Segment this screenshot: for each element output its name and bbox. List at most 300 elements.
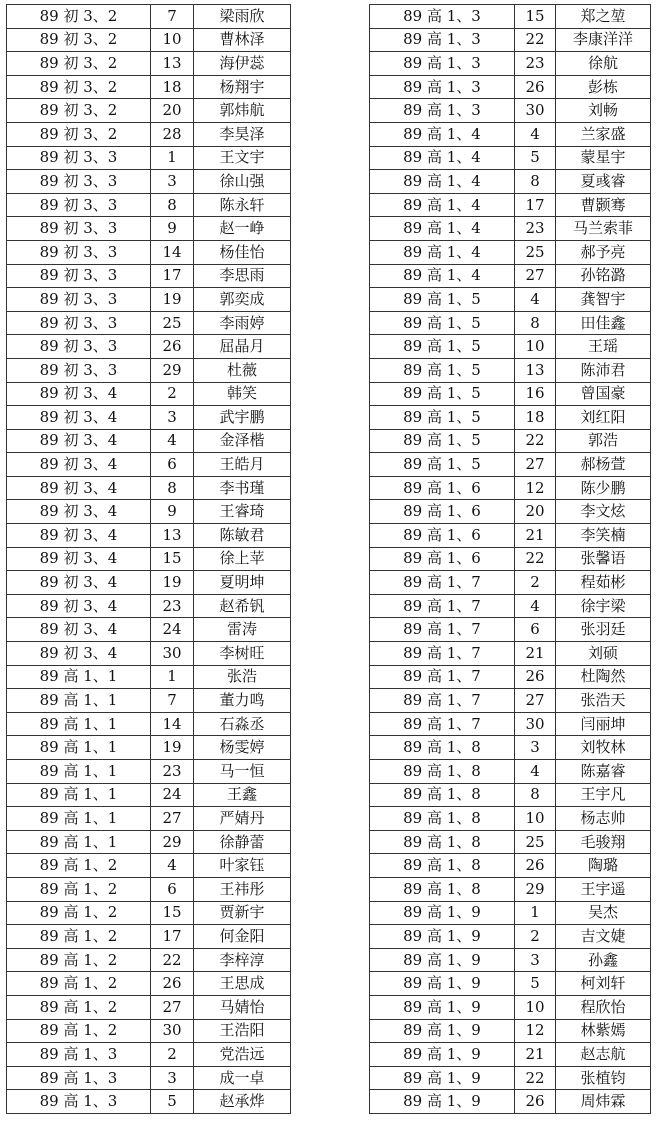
student-name-cell: 闫丽坤 [556,712,651,736]
student-number-cell: 23 [515,217,556,241]
student-name-cell: 李昊泽 [194,122,291,146]
student-number-cell: 12 [515,476,556,500]
student-number-cell: 15 [151,901,194,925]
student-number-cell: 25 [515,240,556,264]
student-name-cell: 郭奕成 [194,288,291,312]
class-cell: 89 初 3、4 [7,429,151,453]
class-cell: 89 高 1、4 [370,193,515,217]
student-number-cell: 18 [515,406,556,430]
student-name-cell: 张浩天 [556,689,651,713]
student-number-cell: 29 [151,358,194,382]
student-number-cell: 8 [151,193,194,217]
table-row [370,925,651,949]
student-number-cell: 8 [515,311,556,335]
student-name-cell: 李思雨 [194,264,291,288]
table-row [370,736,651,760]
table-row [7,75,291,99]
student-number-cell: 25 [151,311,194,335]
table-row [7,524,291,548]
class-cell: 89 高 1、9 [370,948,515,972]
student-name-cell: 王浩阳 [194,1019,291,1043]
student-name-cell: 成一卓 [194,1066,291,1090]
class-cell: 89 初 3、4 [7,476,151,500]
table-row [370,712,651,736]
student-name-cell: 王宇凡 [556,783,651,807]
student-number-cell: 4 [151,854,194,878]
student-name-cell: 夏彧睿 [556,170,651,194]
table-row [7,217,291,241]
student-number-cell: 27 [151,995,194,1019]
class-cell: 89 高 1、2 [7,1019,151,1043]
table-row [370,807,651,831]
student-name-cell: 王祎彤 [194,877,291,901]
table-row [370,75,651,99]
class-cell: 89 高 1、9 [370,1090,515,1114]
table-row [7,689,291,713]
table-row [370,217,651,241]
class-cell: 89 高 1、8 [370,783,515,807]
table-row [370,1019,651,1043]
table-row [370,28,651,52]
student-number-cell: 20 [515,500,556,524]
student-name-cell: 杨志帅 [556,807,651,831]
class-cell: 89 高 1、8 [370,807,515,831]
student-number-cell: 29 [151,830,194,854]
class-cell: 89 初 3、4 [7,547,151,571]
student-name-cell: 李树旺 [194,642,291,666]
table-row [370,524,651,548]
table-row [370,453,651,477]
student-name-cell: 郭浩 [556,429,651,453]
class-cell: 89 高 1、3 [7,1043,151,1067]
student-name-cell: 赵一峥 [194,217,291,241]
student-number-cell: 30 [515,712,556,736]
student-number-cell: 22 [515,547,556,571]
student-number-cell: 15 [515,5,556,29]
table-row [7,972,291,996]
table-row [7,571,291,595]
table-row [7,736,291,760]
table-row [370,571,651,595]
student-name-cell: 贾新宇 [194,901,291,925]
table-row [7,406,291,430]
student-name-cell: 徐宇梁 [556,594,651,618]
student-name-cell: 刘畅 [556,99,651,123]
table-row [7,948,291,972]
table-row [7,665,291,689]
student-number-cell: 26 [515,665,556,689]
student-name-cell: 海伊蕊 [194,52,291,76]
class-cell: 89 高 1、4 [370,170,515,194]
class-cell: 89 高 1、8 [370,760,515,784]
table-row [370,146,651,170]
class-cell: 89 高 1、5 [370,358,515,382]
class-cell: 89 高 1、1 [7,783,151,807]
student-name-cell: 田佳鑫 [556,311,651,335]
class-cell: 89 高 1、1 [7,736,151,760]
class-cell: 89 初 3、2 [7,75,151,99]
table-row [7,783,291,807]
student-number-cell: 16 [515,382,556,406]
student-number-cell: 5 [151,1090,194,1114]
table-row [7,642,291,666]
table-row [7,335,291,359]
student-number-cell: 27 [515,264,556,288]
student-number-cell: 3 [515,948,556,972]
student-name-cell: 孙鑫 [556,948,651,972]
table-row [7,358,291,382]
student-number-cell: 8 [515,783,556,807]
class-cell: 89 初 3、4 [7,642,151,666]
student-number-cell: 3 [515,736,556,760]
class-cell: 89 初 3、3 [7,170,151,194]
student-number-cell: 5 [515,972,556,996]
class-cell: 89 高 1、1 [7,760,151,784]
class-cell: 89 高 1、2 [7,948,151,972]
class-cell: 89 高 1、6 [370,500,515,524]
class-cell: 89 初 3、3 [7,193,151,217]
class-cell: 89 高 1、9 [370,925,515,949]
student-number-cell: 2 [515,925,556,949]
class-cell: 89 初 3、3 [7,335,151,359]
student-name-cell: 陶璐 [556,854,651,878]
table-row [7,712,291,736]
roster-table-right [369,4,651,1114]
student-number-cell: 3 [151,406,194,430]
student-number-cell: 18 [151,75,194,99]
class-cell: 89 高 1、2 [7,972,151,996]
table-row [370,193,651,217]
table-row [7,429,291,453]
student-number-cell: 30 [151,642,194,666]
class-cell: 89 高 1、8 [370,877,515,901]
table-row [7,170,291,194]
table-row [370,1066,651,1090]
class-cell: 89 高 1、2 [7,877,151,901]
table-row [370,854,651,878]
table-row [7,264,291,288]
student-name-cell: 周炜霖 [556,1090,651,1114]
class-cell: 89 高 1、7 [370,571,515,595]
class-cell: 89 初 3、3 [7,311,151,335]
table-row [7,382,291,406]
table-row [7,618,291,642]
table-row [370,618,651,642]
table-row [7,547,291,571]
student-number-cell: 23 [151,594,194,618]
table-row [370,995,651,1019]
table-row [370,288,651,312]
student-name-cell: 彭栋 [556,75,651,99]
student-name-cell: 李康洋洋 [556,28,651,52]
student-number-cell: 19 [151,288,194,312]
class-cell: 89 高 1、8 [370,736,515,760]
class-cell: 89 初 3、4 [7,571,151,595]
student-number-cell: 24 [151,783,194,807]
student-number-cell: 8 [151,476,194,500]
class-cell: 89 高 1、4 [370,122,515,146]
student-name-cell: 郭炜航 [194,99,291,123]
student-name-cell: 曹林泽 [194,28,291,52]
student-name-cell: 韩笑 [194,382,291,406]
student-number-cell: 27 [151,807,194,831]
student-name-cell: 雷涛 [194,618,291,642]
class-cell: 89 初 3、4 [7,618,151,642]
student-name-cell: 陈嘉睿 [556,760,651,784]
student-number-cell: 29 [515,877,556,901]
class-cell: 89 初 3、4 [7,500,151,524]
class-cell: 89 高 1、9 [370,901,515,925]
student-name-cell: 刘硕 [556,642,651,666]
student-name-cell: 石淼丞 [194,712,291,736]
student-number-cell: 21 [515,524,556,548]
student-name-cell: 陈永轩 [194,193,291,217]
student-name-cell: 赵承烨 [194,1090,291,1114]
student-name-cell: 梁雨欣 [194,5,291,29]
class-cell: 89 高 1、4 [370,217,515,241]
table-row [370,689,651,713]
table-row [7,830,291,854]
class-cell: 89 高 1、7 [370,618,515,642]
class-cell: 89 高 1、3 [7,1090,151,1114]
student-name-cell: 刘红阳 [556,406,651,430]
student-number-cell: 22 [151,948,194,972]
table-row [7,877,291,901]
student-number-cell: 17 [151,925,194,949]
table-row [370,358,651,382]
student-name-cell: 杜陶然 [556,665,651,689]
table-row [370,170,651,194]
class-cell: 89 初 3、4 [7,382,151,406]
table-row [7,5,291,29]
class-cell: 89 高 1、1 [7,689,151,713]
student-name-cell: 王睿琦 [194,500,291,524]
table-row [7,453,291,477]
table-row [7,901,291,925]
student-name-cell: 王宇遥 [556,877,651,901]
student-name-cell: 徐静蕾 [194,830,291,854]
class-cell: 89 高 1、1 [7,665,151,689]
student-number-cell: 4 [151,429,194,453]
table-row [370,382,651,406]
student-name-cell: 王皓月 [194,453,291,477]
student-name-cell: 马一恒 [194,760,291,784]
student-name-cell: 杨佳怡 [194,240,291,264]
student-number-cell: 6 [151,453,194,477]
table-row [370,476,651,500]
table-row [370,264,651,288]
class-cell: 89 高 1、7 [370,712,515,736]
student-name-cell: 程欣怡 [556,995,651,1019]
student-number-cell: 15 [151,547,194,571]
class-cell: 89 初 3、2 [7,52,151,76]
table-row [370,547,651,571]
table-row [7,240,291,264]
class-cell: 89 高 1、3 [370,5,515,29]
student-name-cell: 何金阳 [194,925,291,949]
class-cell: 89 初 3、2 [7,28,151,52]
class-cell: 89 初 3、3 [7,217,151,241]
table-row [7,476,291,500]
student-name-cell: 曹颢骞 [556,193,651,217]
student-name-cell: 吴杰 [556,901,651,925]
class-cell: 89 高 1、6 [370,476,515,500]
table-row [370,311,651,335]
student-number-cell: 7 [151,689,194,713]
student-name-cell: 严婧丹 [194,807,291,831]
student-name-cell: 李雨婷 [194,311,291,335]
student-name-cell: 龚智宇 [556,288,651,312]
class-cell: 89 高 1、5 [370,382,515,406]
class-cell: 89 高 1、3 [370,99,515,123]
student-number-cell: 10 [515,995,556,1019]
table-row [370,760,651,784]
student-name-cell: 杨翔宇 [194,75,291,99]
student-number-cell: 26 [151,972,194,996]
table-row [7,995,291,1019]
student-name-cell: 杜薇 [194,358,291,382]
student-name-cell: 李文炫 [556,500,651,524]
table-row [7,52,291,76]
student-number-cell: 21 [515,642,556,666]
student-name-cell: 刘牧林 [556,736,651,760]
student-name-cell: 党浩远 [194,1043,291,1067]
student-number-cell: 9 [151,500,194,524]
class-cell: 89 初 3、2 [7,122,151,146]
class-cell: 89 高 1、5 [370,311,515,335]
table-row [370,52,651,76]
student-name-cell: 李笑楠 [556,524,651,548]
student-name-cell: 兰家盛 [556,122,651,146]
class-cell: 89 初 3、2 [7,99,151,123]
class-cell: 89 高 1、3 [370,75,515,99]
student-number-cell: 20 [151,99,194,123]
student-name-cell: 叶家钰 [194,854,291,878]
student-number-cell: 14 [151,712,194,736]
student-name-cell: 张羽廷 [556,618,651,642]
student-number-cell: 5 [515,146,556,170]
student-number-cell: 4 [515,594,556,618]
class-cell: 89 高 1、7 [370,594,515,618]
student-name-cell: 夏明坤 [194,571,291,595]
student-number-cell: 13 [151,52,194,76]
student-number-cell: 13 [515,358,556,382]
class-cell: 89 初 3、4 [7,406,151,430]
table-row [7,1090,291,1114]
student-name-cell: 马兰索菲 [556,217,651,241]
class-cell: 89 初 3、4 [7,594,151,618]
table-row [7,193,291,217]
class-cell: 89 初 3、3 [7,146,151,170]
student-name-cell: 赵志航 [556,1043,651,1067]
class-cell: 89 高 1、9 [370,1019,515,1043]
table-row [7,925,291,949]
table-row [370,99,651,123]
student-name-cell: 王思成 [194,972,291,996]
student-number-cell: 17 [515,193,556,217]
class-cell: 89 高 1、6 [370,547,515,571]
table-row [370,500,651,524]
student-number-cell: 26 [515,854,556,878]
class-cell: 89 高 1、2 [7,854,151,878]
class-cell: 89 初 3、3 [7,264,151,288]
table-row [7,288,291,312]
class-cell: 89 初 3、2 [7,5,151,29]
class-cell: 89 高 1、4 [370,240,515,264]
student-number-cell: 6 [515,618,556,642]
table-row [370,429,651,453]
student-number-cell: 2 [151,1043,194,1067]
student-name-cell: 马婧怡 [194,995,291,1019]
table-row [7,99,291,123]
student-number-cell: 6 [151,877,194,901]
class-cell: 89 高 1、1 [7,712,151,736]
class-cell: 89 高 1、2 [7,901,151,925]
student-name-cell: 李梓淳 [194,948,291,972]
class-cell: 89 高 1、8 [370,830,515,854]
class-cell: 89 高 1、1 [7,807,151,831]
class-cell: 89 高 1、6 [370,524,515,548]
table-row [370,406,651,430]
class-cell: 89 高 1、9 [370,1043,515,1067]
student-number-cell: 10 [515,335,556,359]
table-row [370,783,651,807]
class-cell: 89 高 1、9 [370,972,515,996]
student-name-cell: 李书瑾 [194,476,291,500]
student-number-cell: 8 [515,170,556,194]
student-number-cell: 4 [515,122,556,146]
table-row [7,122,291,146]
student-number-cell: 2 [151,382,194,406]
student-number-cell: 1 [515,901,556,925]
table-row [7,807,291,831]
student-name-cell: 徐上苹 [194,547,291,571]
class-cell: 89 初 3、4 [7,524,151,548]
student-number-cell: 22 [515,28,556,52]
student-number-cell: 26 [515,1090,556,1114]
table-row [7,760,291,784]
class-cell: 89 高 1、5 [370,429,515,453]
table-row [370,5,651,29]
class-cell: 89 初 3、4 [7,453,151,477]
student-number-cell: 10 [151,28,194,52]
student-name-cell: 张浩 [194,665,291,689]
student-number-cell: 13 [151,524,194,548]
table-row [370,948,651,972]
student-number-cell: 1 [151,146,194,170]
table-row [7,594,291,618]
student-number-cell: 22 [515,429,556,453]
table-row [370,877,651,901]
table-row [370,122,651,146]
student-number-cell: 2 [515,571,556,595]
table-row [370,901,651,925]
class-cell: 89 高 1、7 [370,642,515,666]
student-number-cell: 17 [151,264,194,288]
student-number-cell: 19 [151,736,194,760]
table-row [370,335,651,359]
class-cell: 89 高 1、1 [7,830,151,854]
student-number-cell: 21 [515,1043,556,1067]
student-name-cell: 蒙星宇 [556,146,651,170]
table-row [370,1043,651,1067]
student-number-cell: 24 [151,618,194,642]
student-number-cell: 30 [515,99,556,123]
student-number-cell: 23 [515,52,556,76]
table-row [7,311,291,335]
student-name-cell: 郝杨萱 [556,453,651,477]
student-number-cell: 7 [151,5,194,29]
